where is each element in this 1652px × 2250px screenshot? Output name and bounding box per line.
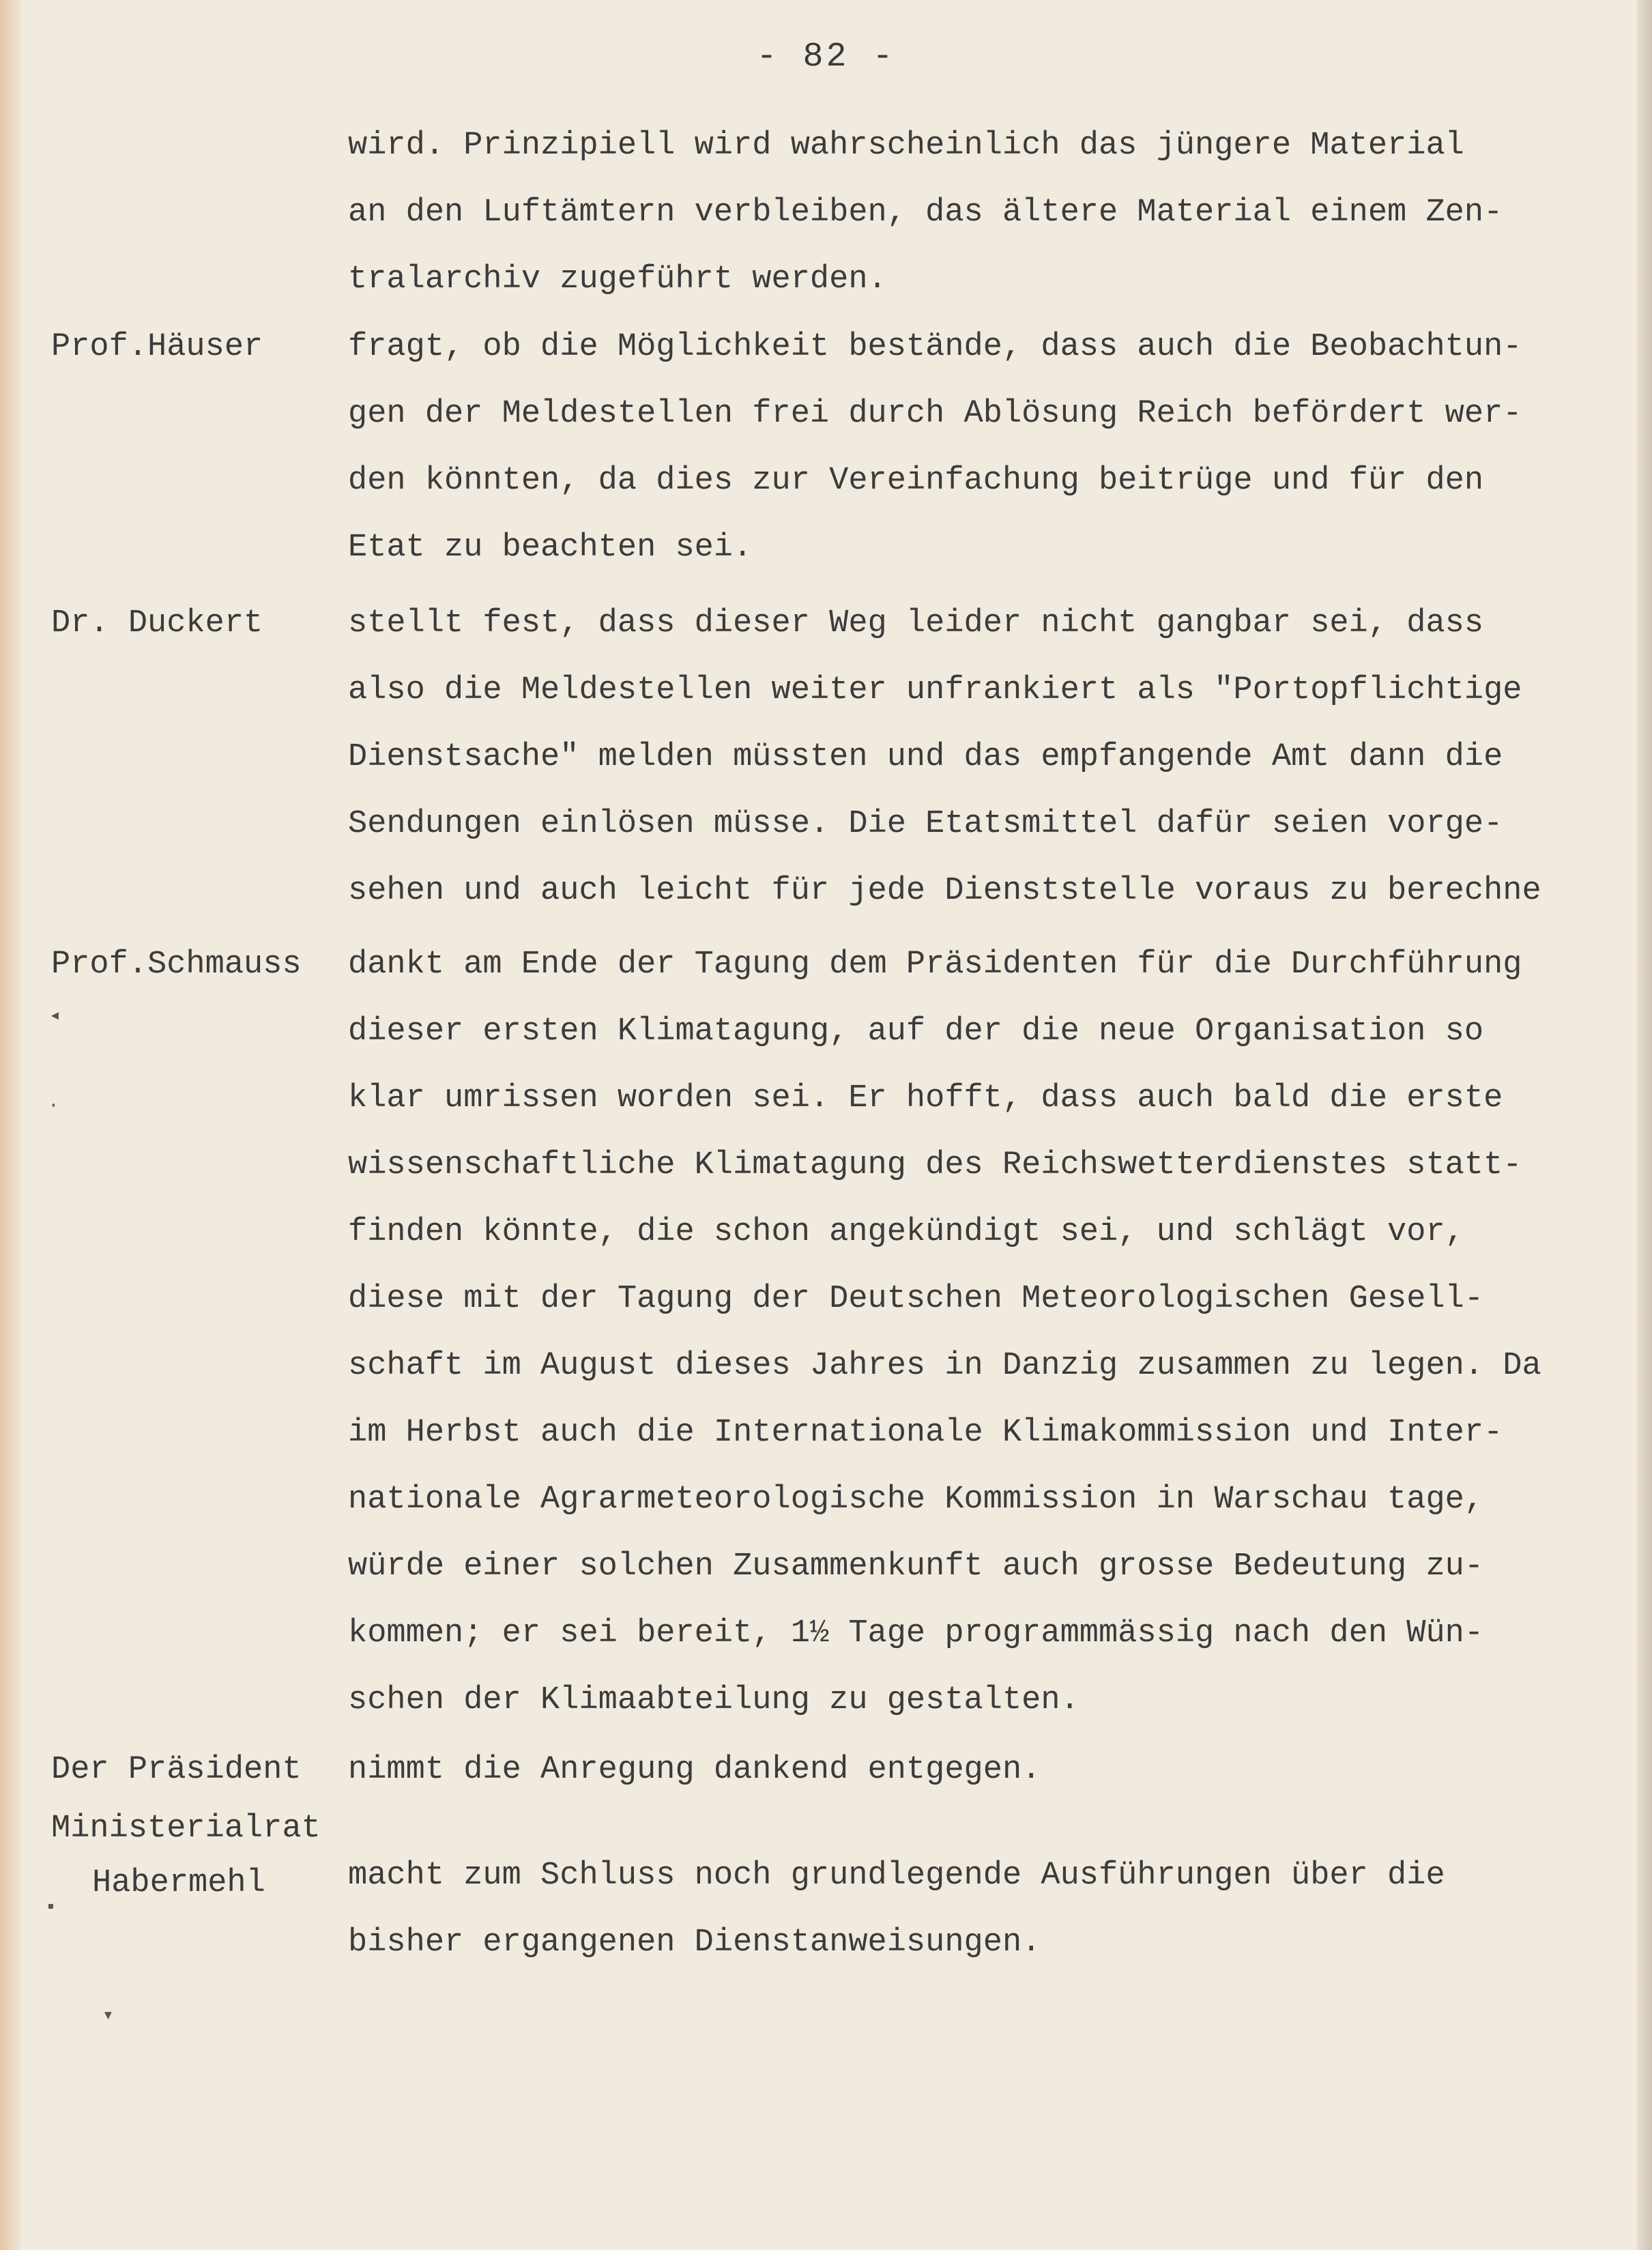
speaker-name: Dr. Duckert	[51, 605, 263, 641]
entry-text	[348, 1843, 1445, 1976]
text-line: schen der Klimaabteilung zu gestalten.	[348, 1682, 1079, 1718]
text-line: schaft im August dieses Jahres in Danzig zusammen zu legen. Da	[348, 1348, 1541, 1384]
text-line: Dienstsache" melden müssten und das empfangende Amt dann die	[348, 739, 1503, 775]
text-line: kommen; er sei bereit, 1½ Tage programmmässig nach den Wün-	[348, 1615, 1484, 1652]
text-line: diese mit der Tagung der Deutschen Meteorologischen Gesell-	[348, 1281, 1484, 1317]
speaker-name: Prof.Häuser	[51, 329, 263, 365]
text-line: dieser ersten Klimatagung, auf der die neue Organisation so	[348, 1013, 1484, 1050]
text-line: Sendungen einlösen müsse. Die Etatsmittel dafür seien vorge-	[348, 806, 1503, 842]
speaker-title: Ministerialrat	[51, 1811, 321, 1847]
speaker-name	[51, 1802, 351, 1911]
page-right-edge	[1637, 0, 1652, 2250]
text-line: wird. Prinzipiell wird wahrscheinlich das jüngere Material	[348, 128, 1464, 164]
text-line: würde einer solchen Zusammenkunft auch grosse Bedeutung zu-	[348, 1548, 1484, 1585]
text-line: finden könnte, die schon angekündigt sei, und schlägt vor,	[348, 1214, 1464, 1250]
text-line: also die Meldestellen weiter unfrankiert als "Portopflichtige	[348, 672, 1522, 708]
speaker-name: Prof.Schmauss	[51, 947, 302, 983]
speaker-surname: Habermehl	[92, 1865, 265, 1901]
text-line: im Herbst auch die Internationale Klimakommission und Inter-	[348, 1415, 1503, 1451]
text-line: klar umrissen worden sei. Er hofft, dass auch bald die erste	[348, 1080, 1503, 1116]
page-left-edge	[0, 0, 20, 2250]
entry-text	[348, 314, 1522, 581]
text-line: fragt, ob die Möglichkeit bestände, dass auch die Beobachtun-	[348, 329, 1522, 365]
margin-speck: ◂	[49, 1006, 61, 1027]
margin-speck: ▪	[45, 1897, 57, 1918]
speaker-name: Der Präsident	[51, 1752, 302, 1788]
text-line: macht zum Schluss noch grundlegende Ausführungen über die	[348, 1858, 1445, 1894]
margin-speck: ·	[48, 1095, 59, 1116]
text-line: sehen und auch leicht für jede Dienststelle voraus zu berechne	[348, 873, 1541, 909]
text-line: nationale Agrarmeteorologische Kommission in Warschau tage,	[348, 1482, 1484, 1518]
page-number: - 82 -	[756, 38, 896, 76]
continuation-paragraph	[348, 113, 1503, 313]
entry-text	[348, 590, 1541, 925]
text-line: stellt fest, dass dieser Weg leider nicht gangbar sei, dass	[348, 605, 1484, 641]
text-line: den könnten, da dies zur Vereinfachung beitrüge und für den	[348, 463, 1484, 499]
text-line: dankt am Ende der Tagung dem Präsidenten für die Durchführung	[348, 947, 1522, 983]
text-line: an den Luftämtern verbleiben, das ältere Material einem Zen-	[348, 194, 1503, 231]
text-line: bisher ergangenen Dienstanweisungen.	[348, 1924, 1041, 1961]
text-line: Etat zu beachten sei.	[348, 530, 753, 566]
text-line: tralarchiv zugeführt werden.	[348, 261, 887, 298]
text-line: nimmt die Anregung dankend entgegen.	[348, 1752, 1041, 1788]
text-line: wissenschaftliche Klimatagung des Reichswetterdienstes statt-	[348, 1147, 1522, 1183]
entry-text	[348, 1737, 1041, 1804]
entry-text	[348, 932, 1541, 1734]
text-line: gen der Meldestellen frei durch Ablösung Reich befördert wer-	[348, 396, 1522, 432]
margin-speck: ▾	[102, 2006, 114, 2027]
